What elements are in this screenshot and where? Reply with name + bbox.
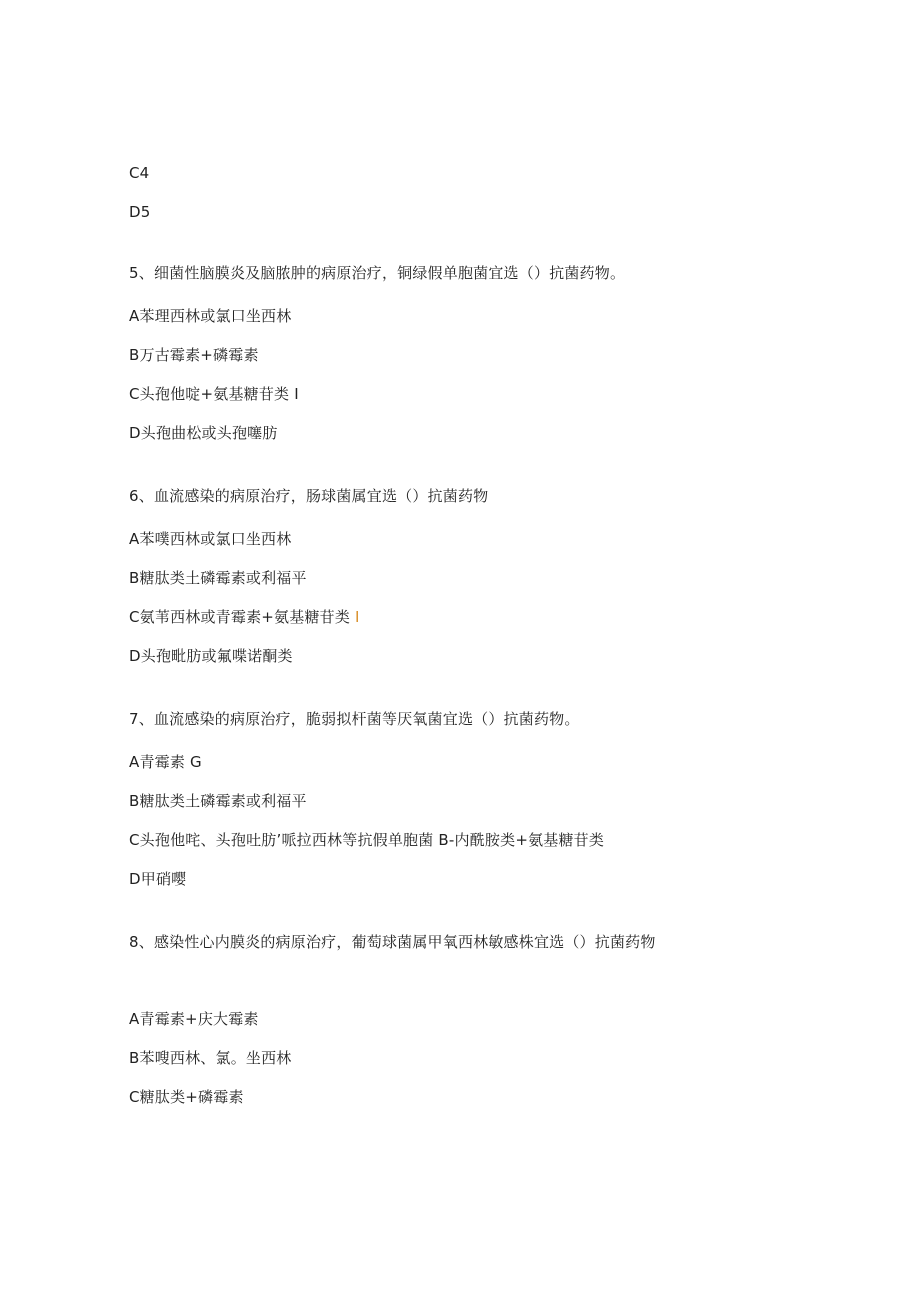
question-6-stem: 6、血流感染的病原治疗，肠球菌属宜选（）抗菌药物 [129,487,489,505]
q7-option-d: D甲硝嘤 [129,870,187,888]
q5-option-b: B万古霉素+磷霉素 [129,346,259,364]
question-7-stem: 7、血流感染的病原治疗，脆弱拟杆菌等厌氧菌宜选（）抗菌药物。 [129,710,580,728]
q5-option-d: D头孢曲松或头孢噻肪 [129,424,278,442]
q6-option-c-mark: I [355,608,360,626]
q8-option-a: A青霉素+庆大霉素 [129,1010,259,1028]
q6-option-c-row [129,607,360,627]
q7-option-a: A青霉素 G [129,753,202,771]
option-d-q4: D5 [129,203,151,221]
q6-option-c: C氨苇西林或青霉素+氨基糖苷类 [129,608,351,626]
q5-option-c: C头孢他啶+氨基糖苷类 I [129,385,299,403]
q6-option-b: B糖肽类土磷霉素或利福平 [129,569,307,587]
q7-option-b: B糖肽类土磷霉素或利福平 [129,792,307,810]
option-c-q4: C4 [129,164,150,182]
q7-option-c: C头孢他咤、头孢吐肪’哌拉西林等抗假单胞菌 B-内酰胺类+氨基糖苷类 [129,831,605,849]
question-8-stem: 8、感染性心内膜炎的病原治疗，葡萄球菌属甲氧西林敏感株宜选（）抗菌药物 [129,933,656,951]
question-5-stem: 5、细菌性脑膜炎及脑脓肿的病原治疗，铜绿假单胞菌宜选（）抗菌药物。 [129,264,626,282]
q6-option-d: D头孢毗肪或氟喋诺酮类 [129,647,293,665]
q8-option-b: B苯嗖西林、氯。坐西林 [129,1049,292,1067]
q5-option-a: A苯理西林或氯口坐西林 [129,307,292,325]
q6-option-a: A苯噗西林或氯口坐西林 [129,530,292,548]
q8-option-c: C糖肽类+磷霉素 [129,1088,244,1106]
